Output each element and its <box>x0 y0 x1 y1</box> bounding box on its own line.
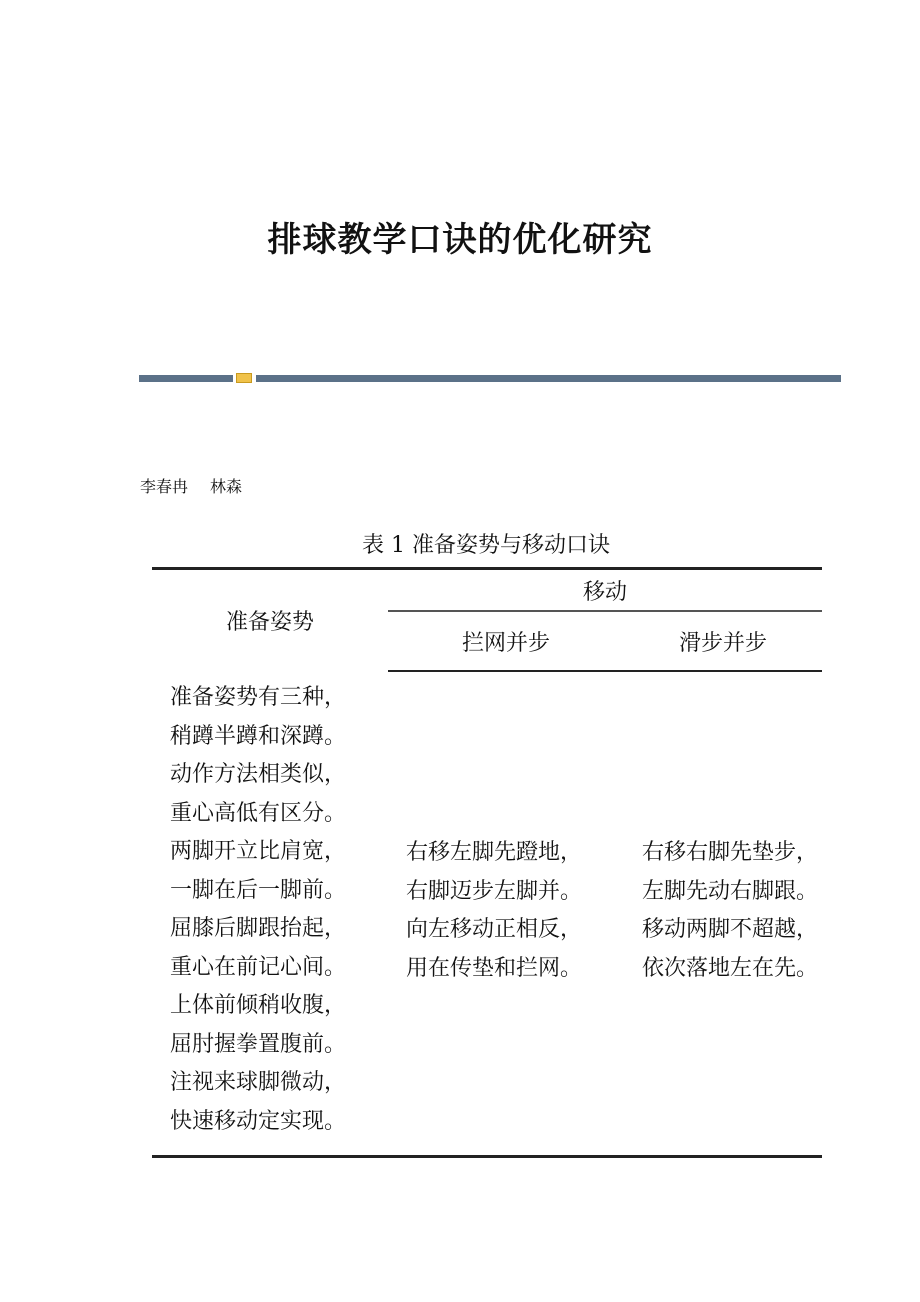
verse-line: 上体前倾稍收腹， <box>170 993 347 1018</box>
document-title: 排球教学口诀的优化研究 <box>267 220 653 260</box>
authors <box>140 474 264 497</box>
data-table <box>152 567 822 1158</box>
cell-col3 <box>624 671 822 1157</box>
author-2: 林森 <box>210 477 243 496</box>
verse-line: 右脚迈步左脚并。 <box>406 878 583 904</box>
verse-line: 用在传垫和拦网。 <box>406 955 583 981</box>
verse-line: 一脚在后一脚前。 <box>170 877 347 903</box>
verse-line: 右移右脚先垫步， <box>642 840 819 865</box>
table-row <box>152 671 822 1157</box>
verse-line: 左脚先动右脚跟。 <box>642 878 819 904</box>
header-group: 移动 <box>388 569 822 612</box>
verse-line: 重心高低有区分。 <box>170 800 347 826</box>
author-1: 李春冉 <box>140 477 189 496</box>
verse-line: 依次落地左在先。 <box>642 955 819 981</box>
verse-line: 重心在前记心间。 <box>170 954 347 980</box>
verse-line: 准备姿势有三种， <box>170 685 347 710</box>
verse-line: 屈膝后脚跟抬起， <box>170 916 347 941</box>
header-col2: 拦网并步 <box>388 611 624 671</box>
header-col1: 准备姿势 <box>152 569 388 672</box>
verse-line: 注视来球脚微动， <box>170 1070 347 1095</box>
verse-line: 移动两脚不超越， <box>642 917 819 942</box>
verse-line: 向左移动正相反， <box>406 917 583 942</box>
header-col3: 滑步并步 <box>624 611 822 671</box>
verse-line: 稍蹲半蹲和深蹲。 <box>170 723 347 749</box>
divider-ornament-icon <box>236 373 252 383</box>
cell-col1 <box>152 671 388 1157</box>
verse-line: 右移左脚先蹬地， <box>406 840 583 865</box>
table-caption: 表 1 准备姿势与移动口诀 <box>362 533 610 558</box>
verse-line: 屈肘握拳置腹前。 <box>170 1031 347 1057</box>
verse-line: 动作方法相类似， <box>170 762 347 787</box>
verse-line: 两脚开立比肩宽， <box>170 839 347 864</box>
cell-col2 <box>388 671 624 1157</box>
divider-left <box>139 375 233 382</box>
verse-line: 快速移动定实现。 <box>170 1108 347 1134</box>
divider-right <box>256 375 841 382</box>
